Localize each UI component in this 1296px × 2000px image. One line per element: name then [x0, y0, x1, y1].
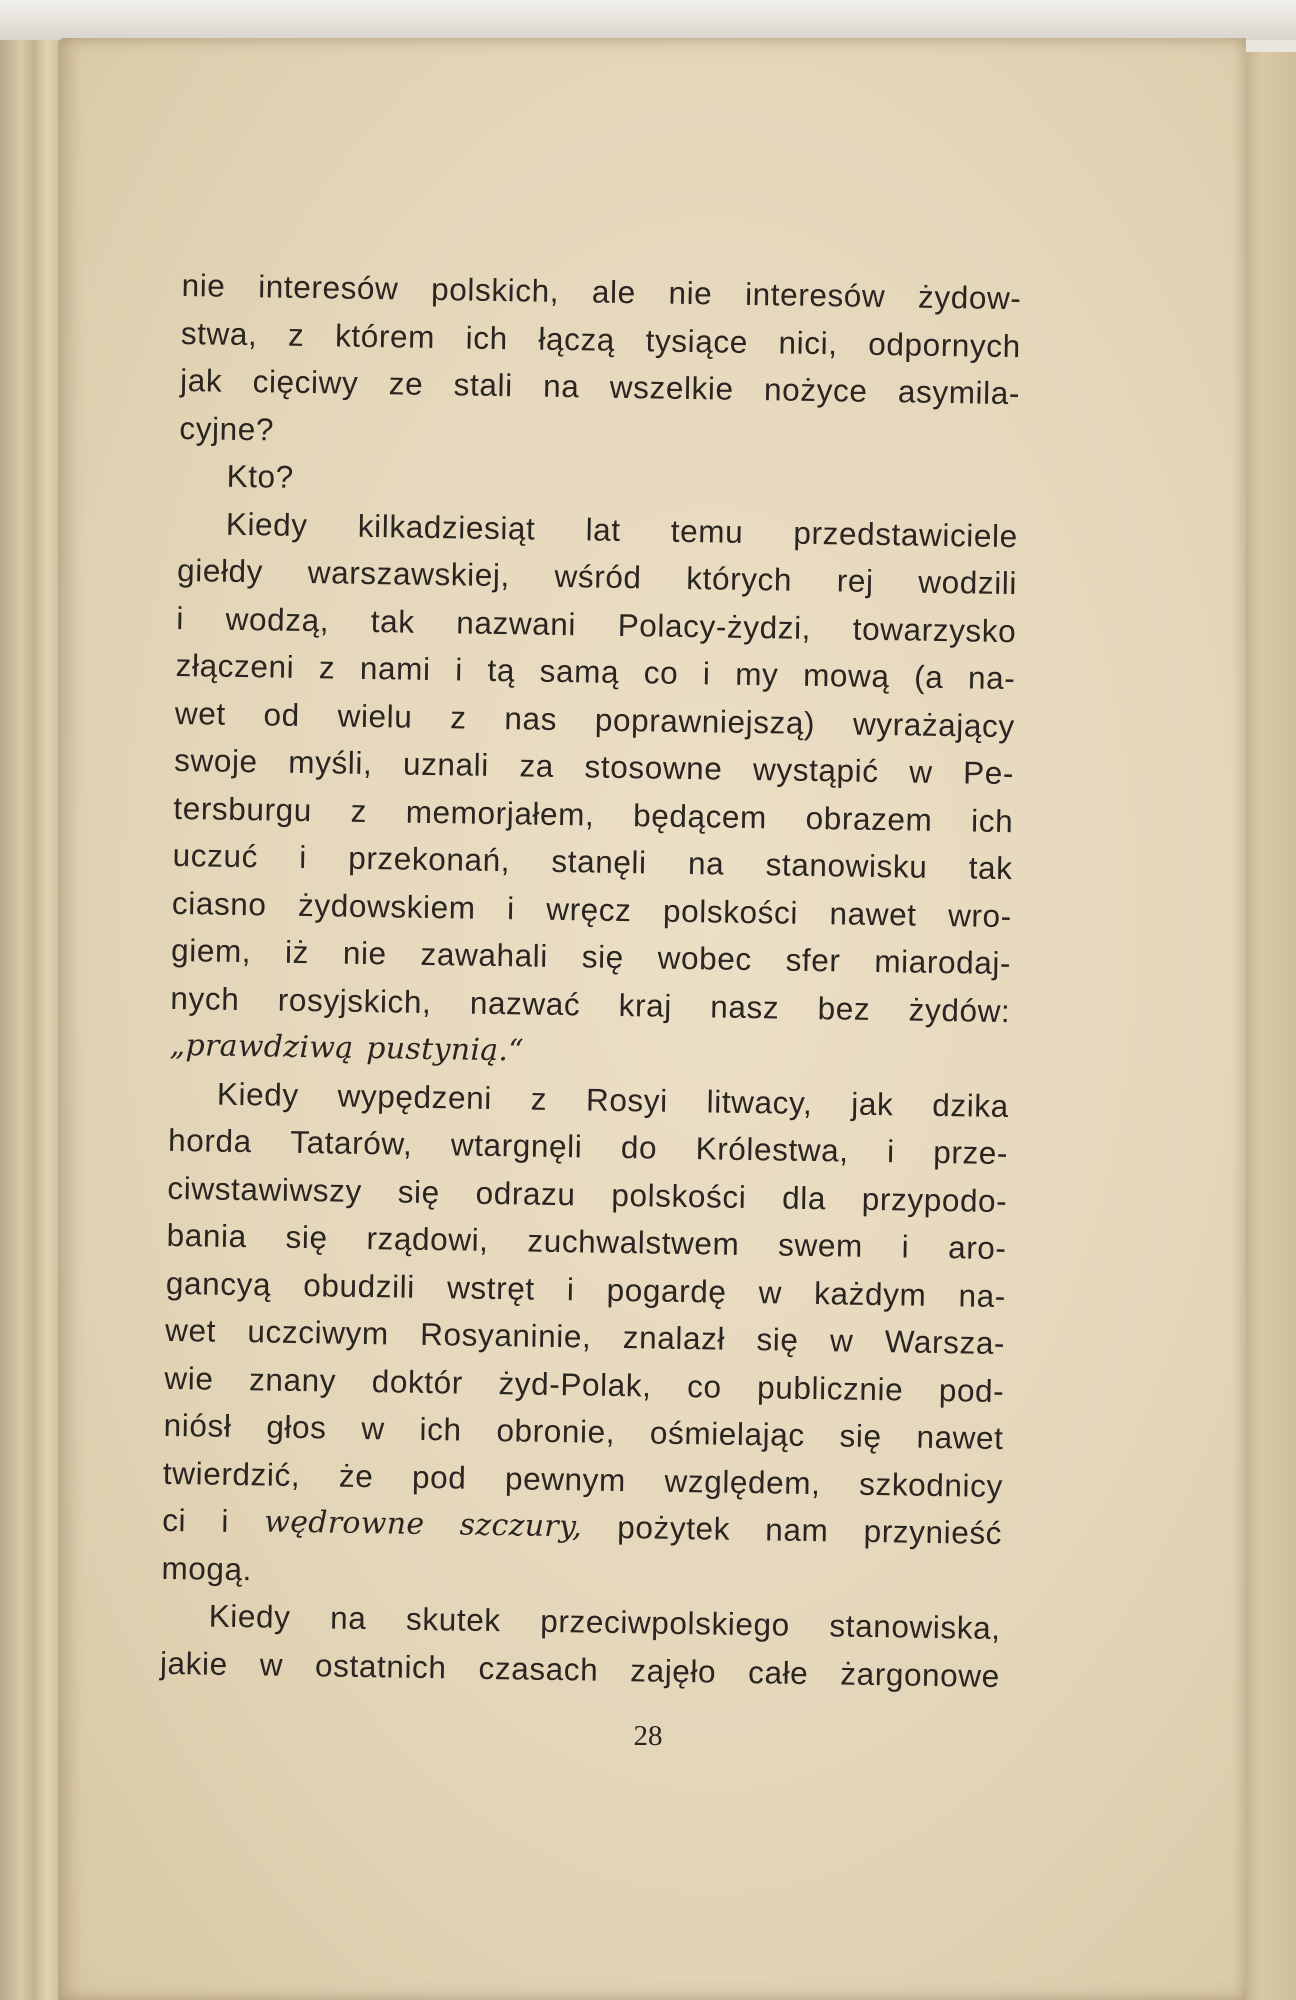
text-line: swoje myśli, uznali za stosowne wystąpić w Pe- — [173, 741, 1015, 792]
text-line: uczuć i przekonań, stanęli na stanowisku tak — [172, 836, 1013, 887]
text-line: bania się rządowi, zuchwalstwem swem i aro- — [166, 1216, 1007, 1267]
scan-background — [0, 0, 1296, 40]
page-number: 28 — [633, 1720, 663, 1752]
text-line: nych rosyjskich, nazwać kraj nasz bez żydów: — [170, 979, 1011, 1029]
text-line: tersburgu z memorjałem, będącem obrazem ich — [173, 789, 1014, 839]
text-line: Kto? — [226, 457, 295, 495]
text-line: wet uczciwym Rosyaninie, znalazł się w Warsza- — [164, 1311, 1006, 1362]
text-line: jakie w ostatnich czasach zajęło całe żargonowe — [159, 1644, 1001, 1694]
text-line: wet od wielu z nas poprawniejszą) wyrażający — [174, 694, 1016, 744]
text-line: ciwstawiwszy się odrazu polskości dla przypodo- — [167, 1169, 1008, 1219]
text-line: Kiedy kilkadziesiąt lat temu przedstawiciele — [225, 505, 1019, 554]
next-page-edge — [1238, 52, 1296, 2000]
text-line: mogą. — [161, 1549, 253, 1587]
text-line: „prawdziwą pustynią.“ — [169, 1027, 525, 1069]
text-line: gancyą obudzili wstręt i pogardę w każdym na- — [165, 1264, 1007, 1314]
text-line: złączeni z nami i tą samą co i my mową (a na- — [175, 646, 1016, 697]
text-line: i wodzą, tak nazwani Polacy-żydzi, towarzysko — [176, 599, 1017, 649]
text-line: twierdzić, że pod pewnym względem, szkodnicy — [162, 1454, 1004, 1504]
text-line: horda Tatarów, wtargnęli do Królestwa, i prze- — [167, 1121, 1009, 1172]
text-line: giełdy warszawskiej, wśród których rej wodzili — [176, 551, 1018, 602]
text-line: Kiedy na skutek przeciwpolskiego stanowiska, — [208, 1597, 1001, 1647]
text-line: giem, iż nie zawahali się wobec sfer miarodaj- — [170, 931, 1012, 982]
text-line: ci i wędrowne szczury, pożytek nam przynieść — [161, 1501, 1003, 1552]
body-text — [160, 262, 1022, 1700]
text-line: niósł głos w ich obronie, ośmielając się nawet — [163, 1406, 1004, 1457]
text-line: cyjne? — [179, 409, 275, 447]
text-line: jak cięciwy ze stali na wszelkie nożyce asymila- — [179, 361, 1021, 412]
text-line: wie znany doktór żyd-Polak, co publicznie pod- — [164, 1359, 1005, 1409]
text-line: ciasno żydowskiem i wręcz polskości nawet wro- — [171, 884, 1013, 934]
text-line: nie interesów polskich, ale nie interesów żydow- — [181, 266, 1022, 317]
book-page-edges — [0, 40, 62, 2000]
text-line: Kiedy wypędzeni z Rosyi litwacy, jak dzika — [216, 1075, 1010, 1124]
text-line: stwa, z którem ich łączą tysiące nici, odpornych — [180, 314, 1022, 364]
